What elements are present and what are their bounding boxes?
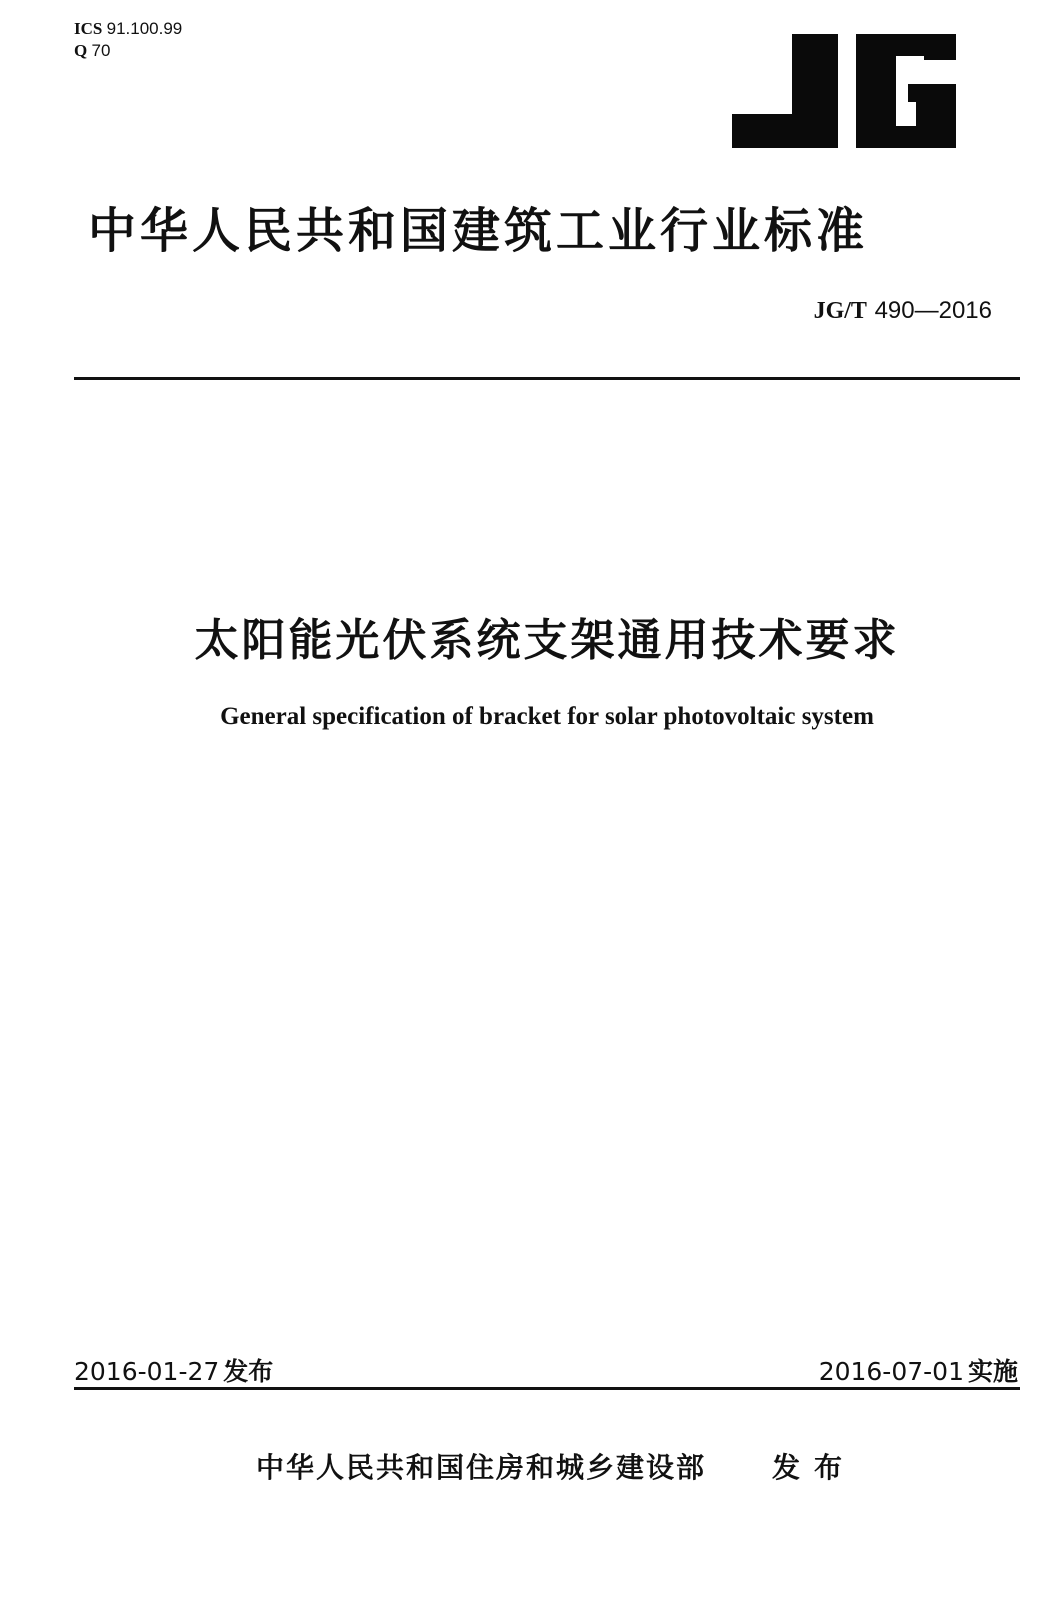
ccs-label: Q: [74, 41, 88, 60]
implement-date-line: [819, 1352, 1018, 1388]
ics-number: 91.100.99: [106, 19, 183, 38]
publish-date-line: [74, 1352, 273, 1388]
implement-date: 2016-07-01: [818, 1357, 964, 1386]
ccs-code: [74, 40, 182, 62]
jg-logo: [730, 30, 958, 150]
classification-codes: [74, 18, 182, 62]
title-chinese: 太阳能光伏系统支架通用技术要求: [194, 615, 900, 666]
standard-code: [814, 296, 992, 325]
standard-code-number: 490—2016: [874, 297, 992, 324]
bottom-divider: [74, 1387, 1020, 1390]
ics-code: [74, 18, 182, 40]
ics-label: ICS: [74, 19, 103, 38]
publish-label: 发布: [223, 1357, 274, 1386]
standard-code-prefix: JG/T: [813, 298, 867, 324]
implement-label: 实施: [967, 1357, 1018, 1386]
title-english: General specification of bracket for solar photovoltaic system: [220, 703, 874, 730]
issue-label: 发布: [772, 1451, 857, 1484]
organization-title: 中华人民共和国建筑工业行业标准: [88, 203, 869, 259]
top-divider: [74, 377, 1020, 380]
issuing-authority: 中华人民共和国住房和城乡建设部: [256, 1451, 707, 1484]
publish-date: 2016-01-27: [74, 1357, 220, 1386]
ccs-number: 70: [91, 41, 111, 60]
